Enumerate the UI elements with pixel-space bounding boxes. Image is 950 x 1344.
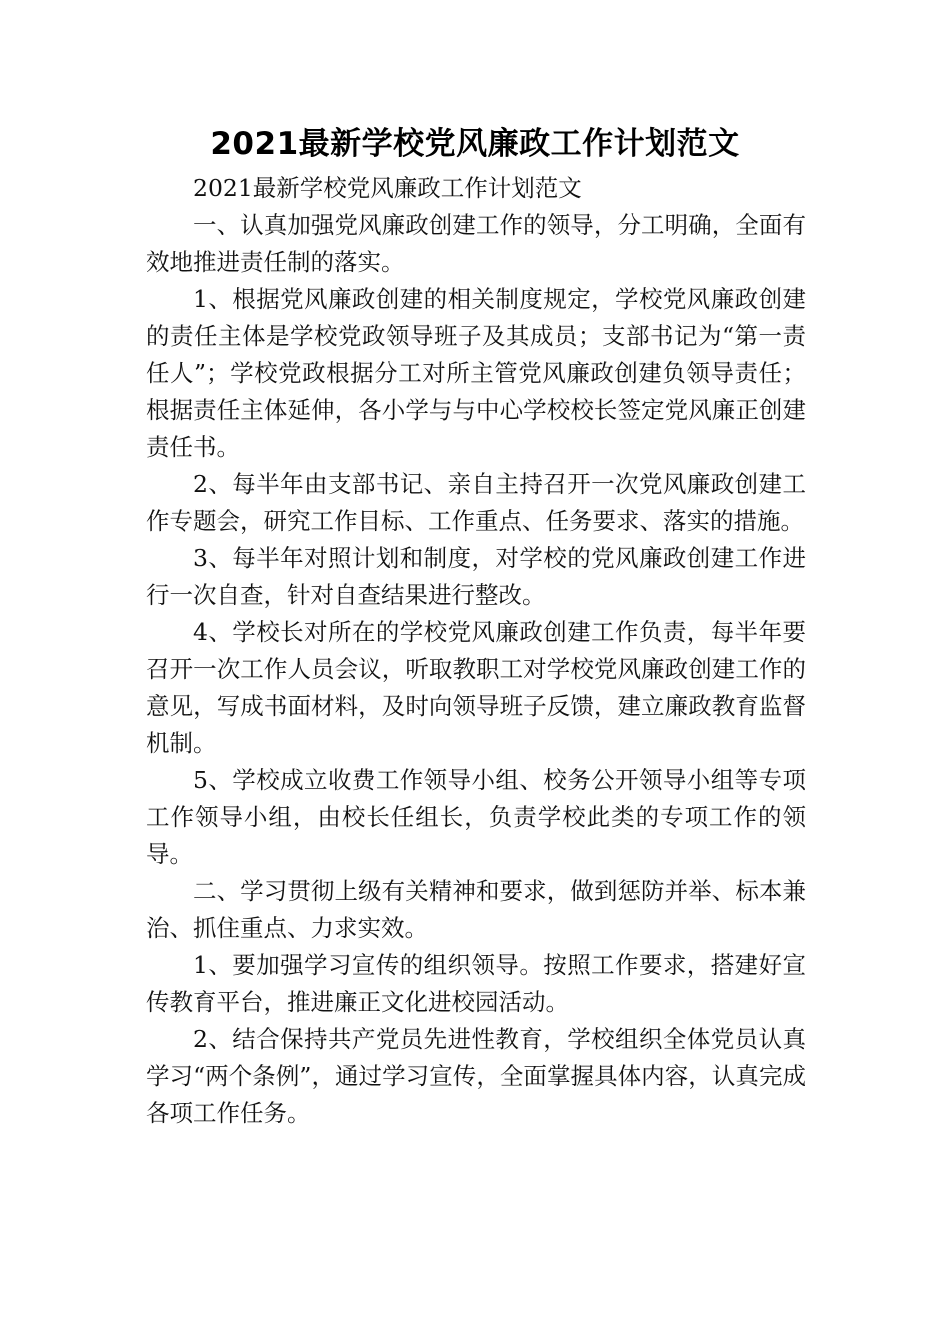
document-title: 2021最新学校党风廉政工作计划范文 (210, 126, 740, 162)
paragraph-item-1-1: 1、根据党风廉政创建的相关制度规定，学校党风廉政创建的责任主体是学校党政领导班子及其成员；支部书记为“第一责任人”；学校党政根据分工对所主管党风廉政创建负领导责任；根据责任主体延伸，各小学与与中心学校校长签定党风廉正创建责任书。 (146, 285, 806, 461)
paragraph-item-2-2: 2、结合保持共产党员先进性教育，学校组织全体党员认真学习“两个条例”，通过学习宣传，全面掌握具体内容，认真完成各项工作任务。 (146, 1025, 806, 1127)
paragraph-section-1: 一、认真加强党风廉政创建工作的领导，分工明确，全面有效地推进责任制的落实。 (146, 211, 806, 276)
document-body (146, 170, 806, 1132)
paragraph-item-1-2: 2、每半年由支部书记、亲自主持召开一次党风廉政创建工作专题会，研究工作目标、工作重点、任务要求、落实的措施。 (146, 470, 806, 535)
paragraph-item-1-4: 4、学校长对所在的学校党风廉政创建工作负责，每半年要召开一次工作人员会议，听取教职工对学校党风廉政创建工作的意见，写成书面材料，及时向领导班子反馈，建立廉政教育监督机制。 (146, 618, 806, 757)
paragraph-item-1-3: 3、每半年对照计划和制度，对学校的党风廉政创建工作进行一次自查，针对自查结果进行整改。 (146, 544, 806, 609)
paragraph-section-2: 二、学习贯彻上级有关精神和要求，做到惩防并举、标本兼治、抓住重点、力求实效。 (146, 877, 806, 942)
paragraph-item-1-5: 5、学校成立收费工作领导小组、校务公开领导小组等专项工作领导小组，由校长任组长，负责学校此类的专项工作的领导。 (146, 766, 806, 868)
paragraph-item-2-1: 1、要加强学习宣传的组织领导。按照工作要求，搭建好宣传教育平台，推进廉正文化进校园活动。 (146, 951, 806, 1016)
paragraph-subtitle: 2021最新学校党风廉政工作计划范文 (193, 174, 582, 202)
